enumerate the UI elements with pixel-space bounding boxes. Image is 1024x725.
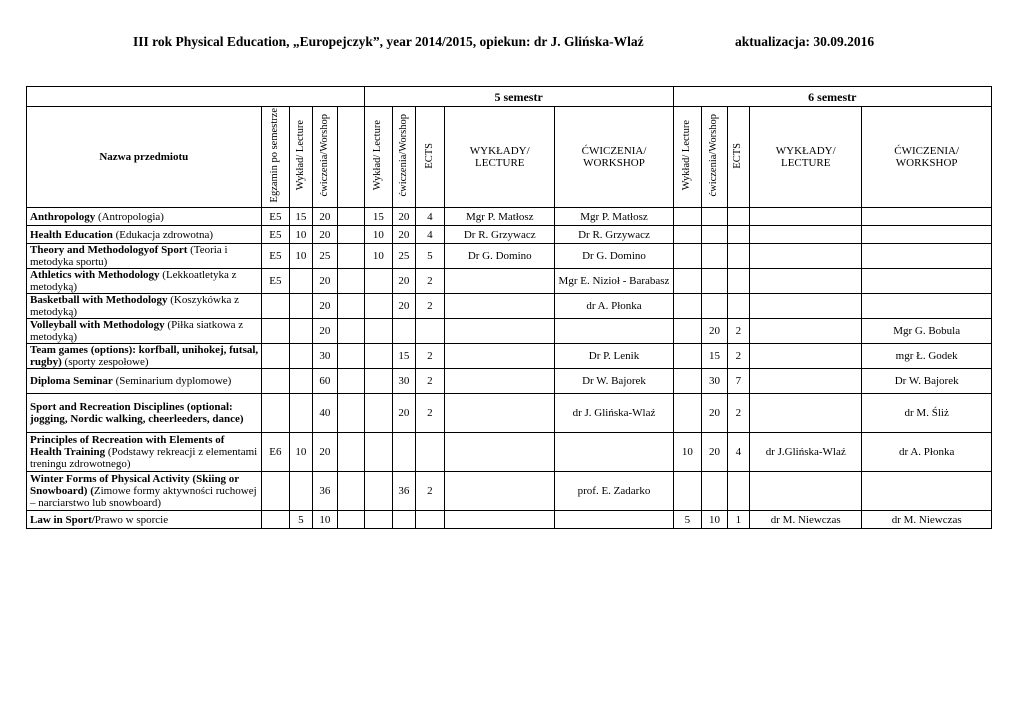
curriculum-table	[26, 86, 992, 529]
blank-header-cell	[27, 87, 365, 107]
subject-name-cell	[27, 344, 262, 369]
sem5-lecturers-header: WYKŁADY/ LECTURE	[445, 107, 555, 208]
cell-tw: 25	[312, 244, 338, 269]
cell-e5: 4	[415, 226, 445, 244]
cell-wt6	[862, 294, 992, 319]
cell-wt6	[862, 269, 992, 294]
table-row	[27, 394, 992, 433]
total-lecture-header: Wykład/ Lecture	[290, 107, 312, 208]
cell-tw: 20	[312, 208, 338, 226]
header-row-semesters	[27, 87, 992, 107]
table-row	[27, 244, 992, 269]
cell-exam: E5	[261, 208, 290, 226]
sem6-lecture-header: Wykład/ Lecture	[673, 107, 702, 208]
empty-cell	[338, 226, 365, 244]
cell-w6: 20	[702, 394, 728, 433]
sem6-lecturers-header: WYKŁADY/ LECTURE	[750, 107, 862, 208]
cell-wt6	[862, 472, 992, 511]
cell-tl	[290, 294, 312, 319]
cell-wt5: Dr R. Grzywacz	[555, 226, 673, 244]
cell-tw: 20	[312, 294, 338, 319]
cell-lt5: Dr R. Grzywacz	[445, 226, 555, 244]
cell-tw: 20	[312, 433, 338, 472]
cell-wt5: prof. E. Zadarko	[555, 472, 673, 511]
cell-e6	[727, 294, 749, 319]
cell-w6: 20	[702, 319, 728, 344]
cell-exam: E5	[261, 226, 290, 244]
table-row	[27, 433, 992, 472]
subject-name-pl: (Teoria i metodyka sportu)	[30, 244, 228, 268]
cell-l5: 10	[364, 244, 393, 269]
subject-name-header: Nazwa przedmiotu	[27, 107, 262, 208]
cell-tl: 5	[290, 511, 312, 529]
cell-wt5	[555, 319, 673, 344]
cell-l5	[364, 511, 393, 529]
subject-name-cell	[27, 511, 262, 529]
empty-cell	[338, 344, 365, 369]
table-row	[27, 511, 992, 529]
empty-cell	[338, 369, 365, 394]
empty-cell	[338, 319, 365, 344]
cell-w5	[393, 319, 415, 344]
cell-lt6: dr M. Niewczas	[750, 511, 862, 529]
subject-name-en: Health Education	[30, 228, 113, 241]
cell-tw: 60	[312, 369, 338, 394]
subject-name-cell	[27, 369, 262, 394]
cell-l6	[673, 208, 702, 226]
subject-name-en: Volleyball with Methodology	[30, 319, 165, 331]
cell-exam: E5	[261, 244, 290, 269]
empty-cell	[338, 208, 365, 226]
cell-lt6	[750, 244, 862, 269]
subject-name-en: Basketball with Methodology	[30, 294, 168, 306]
document-title: III rok Physical Education, „Europejczyk”, year 2014/2015, opiekun: dr J. Glińska-Wlaź	[133, 34, 644, 49]
cell-e6: 2	[727, 319, 749, 344]
table-body	[27, 208, 992, 529]
cell-wt5	[555, 433, 673, 472]
cell-tl	[290, 344, 312, 369]
cell-l5: 15	[364, 208, 393, 226]
subject-name-en: Team games (options): korfball, unihokej, futsal, rugby)	[30, 344, 259, 368]
subject-name-pl: Prawo w sporcie	[94, 513, 169, 526]
cell-wt6: dr M. Niewczas	[862, 511, 992, 529]
cell-e6: 2	[727, 394, 749, 433]
cell-tw: 40	[312, 394, 338, 433]
subject-name-pl: (Lekkoatletyka z metodyką)	[30, 269, 237, 293]
cell-exam	[261, 344, 290, 369]
cell-lt5	[445, 294, 555, 319]
cell-lt5	[445, 394, 555, 433]
cell-e5: 2	[415, 472, 445, 511]
cell-tl	[290, 269, 312, 294]
subject-name-pl: (Seminarium dyplomowe)	[112, 375, 232, 387]
cell-wt6: Dr W. Bajorek	[862, 369, 992, 394]
cell-e5	[415, 319, 445, 344]
subject-name-cell	[27, 294, 262, 319]
subject-name-cell	[27, 472, 262, 511]
cell-e6: 1	[727, 511, 749, 529]
cell-lt6	[750, 294, 862, 319]
cell-e5: 4	[415, 208, 445, 226]
table-row	[27, 344, 992, 369]
cell-tw: 20	[312, 226, 338, 244]
cell-l6	[673, 472, 702, 511]
subject-name-pl: (Antropologia)	[95, 210, 164, 223]
cell-w6	[702, 244, 728, 269]
cell-lt5	[445, 269, 555, 294]
cell-exam	[261, 511, 290, 529]
cell-wt6	[862, 226, 992, 244]
cell-wt6: dr M. Śliż	[862, 394, 992, 433]
cell-w5: 20	[393, 208, 415, 226]
cell-e5: 2	[415, 394, 445, 433]
cell-wt6	[862, 244, 992, 269]
subject-name-pl: (Koszykówka z metodyką)	[30, 294, 239, 318]
cell-tl	[290, 369, 312, 394]
subject-name-cell	[27, 433, 262, 472]
subject-name-pl: (Piłka siatkowa z metodyką)	[30, 319, 244, 343]
cell-w6	[702, 208, 728, 226]
cell-l6	[673, 319, 702, 344]
subject-name-pl: (sporty zespołowe)	[61, 356, 149, 368]
cell-w6: 20	[702, 433, 728, 472]
cell-w6	[702, 226, 728, 244]
document-header	[0, 34, 1024, 54]
subject-name-cell	[27, 226, 262, 244]
cell-l5	[364, 344, 393, 369]
cell-wt5: dr A. Płonka	[555, 294, 673, 319]
subject-name-cell	[27, 394, 262, 433]
cell-exam	[261, 472, 290, 511]
empty-cell	[338, 511, 365, 529]
cell-exam	[261, 319, 290, 344]
sem5-workshop-header: ćwiczenia/Worshop	[393, 107, 415, 208]
cell-lt6	[750, 269, 862, 294]
subject-name-cell	[27, 208, 262, 226]
cell-e5: 2	[415, 269, 445, 294]
cell-w5: 25	[393, 244, 415, 269]
cell-l5	[364, 269, 393, 294]
cell-exam: E6	[261, 433, 290, 472]
empty-cell	[338, 244, 365, 269]
subject-name-pl: (Podstawy rekreacji z elementami treningu zdrowotnego)	[30, 446, 258, 470]
cell-e6	[727, 472, 749, 511]
table-row	[27, 226, 992, 244]
cell-tl	[290, 394, 312, 433]
cell-wt6: Mgr G. Bobula	[862, 319, 992, 344]
cell-w6	[702, 472, 728, 511]
cell-lt5: Dr G. Domino	[445, 244, 555, 269]
subject-name-pl: Zimowe formy aktywności ruchowej – narciarstwo lub snowboard)	[30, 485, 257, 509]
cell-lt5: Mgr P. Matłosz	[445, 208, 555, 226]
cell-tw: 10	[312, 511, 338, 529]
cell-e6	[727, 244, 749, 269]
cell-e6: 7	[727, 369, 749, 394]
cell-tw: 30	[312, 344, 338, 369]
subject-name-en: Principles of Recreation with Elements of Health Training	[30, 434, 225, 458]
cell-e6: 2	[727, 344, 749, 369]
cell-wt5	[555, 511, 673, 529]
subject-name-en: Winter Forms of Physical Activity (Skiing or Snowboard) (	[30, 473, 239, 497]
subject-name-pl: (Edukacja zdrowotna)	[112, 228, 214, 241]
cell-lt5	[445, 319, 555, 344]
cell-w6: 15	[702, 344, 728, 369]
sem6-workshop-staff-header: ĆWICZENIA/ WORKSHOP	[862, 107, 992, 208]
subject-name-en: Anthropology	[30, 210, 96, 223]
cell-w5	[393, 433, 415, 472]
total-workshop-header: ćwiczenia/Worshop	[312, 107, 338, 208]
cell-l5: 10	[364, 226, 393, 244]
cell-e5: 2	[415, 294, 445, 319]
sem6-ects-header: ECTS	[727, 107, 749, 208]
cell-e5	[415, 433, 445, 472]
cell-exam	[261, 394, 290, 433]
cell-tw: 20	[312, 269, 338, 294]
empty-header-cell	[338, 107, 365, 208]
cell-lt5	[445, 369, 555, 394]
empty-cell	[338, 433, 365, 472]
subject-name-cell	[27, 319, 262, 344]
cell-lt6	[750, 226, 862, 244]
empty-cell	[338, 294, 365, 319]
sem5-workshop-staff-header: ĆWICZENIA/ WORKSHOP	[555, 107, 673, 208]
semester-5-header: 5 semestr	[364, 87, 673, 107]
cell-lt6: dr J.Glińska-Wlaź	[750, 433, 862, 472]
cell-tl: 10	[290, 433, 312, 472]
cell-l6	[673, 226, 702, 244]
cell-tl	[290, 319, 312, 344]
update-date: aktualizacja: 30.09.2016	[735, 34, 875, 49]
cell-e6	[727, 269, 749, 294]
cell-e5: 2	[415, 344, 445, 369]
cell-l5	[364, 472, 393, 511]
cell-e5: 5	[415, 244, 445, 269]
cell-l5	[364, 294, 393, 319]
cell-lt6	[750, 344, 862, 369]
cell-tw: 36	[312, 472, 338, 511]
empty-cell	[338, 394, 365, 433]
subject-name-en: Diploma Seminar	[30, 375, 113, 387]
cell-tl: 10	[290, 244, 312, 269]
cell-tl: 15	[290, 208, 312, 226]
cell-e6	[727, 226, 749, 244]
table-row	[27, 208, 992, 226]
cell-w5: 20	[393, 394, 415, 433]
cell-wt6: dr A. Płonka	[862, 433, 992, 472]
subject-name-en: Law in Sport/	[30, 513, 95, 526]
cell-lt6	[750, 472, 862, 511]
subject-name-en: Sport and Recreation Disciplines (optional: jogging, Nordic walking, cheerleeders, dance)	[30, 401, 244, 425]
cell-l5	[364, 394, 393, 433]
cell-l6	[673, 369, 702, 394]
cell-lt6	[750, 369, 862, 394]
cell-lt6	[750, 319, 862, 344]
cell-e5	[415, 511, 445, 529]
cell-l5	[364, 319, 393, 344]
cell-e6	[727, 208, 749, 226]
cell-w6	[702, 294, 728, 319]
cell-lt5	[445, 344, 555, 369]
cell-w5: 30	[393, 369, 415, 394]
cell-w5: 20	[393, 294, 415, 319]
cell-tl	[290, 472, 312, 511]
sem5-lecture-header: Wykład/ Lecture	[364, 107, 393, 208]
table-row	[27, 472, 992, 511]
table-row	[27, 269, 992, 294]
cell-w6: 10	[702, 511, 728, 529]
cell-w6: 30	[702, 369, 728, 394]
cell-w5: 20	[393, 269, 415, 294]
cell-lt6	[750, 208, 862, 226]
table-row	[27, 294, 992, 319]
cell-l6	[673, 294, 702, 319]
cell-l6	[673, 394, 702, 433]
cell-wt5: dr J. Glińska-Wlaź	[555, 394, 673, 433]
cell-wt5: Mgr E. Nizioł - Barabasz	[555, 269, 673, 294]
sem6-workshop-header: ćwiczenia/Worshop	[702, 107, 728, 208]
empty-cell	[338, 269, 365, 294]
cell-wt5: Mgr P. Matłosz	[555, 208, 673, 226]
cell-e6: 4	[727, 433, 749, 472]
table-row	[27, 369, 992, 394]
cell-wt5: Dr W. Bajorek	[555, 369, 673, 394]
subject-name-en: Theory and Methodologyof Sport	[30, 244, 188, 256]
subject-name-cell	[27, 244, 262, 269]
cell-exam	[261, 294, 290, 319]
cell-l6	[673, 244, 702, 269]
subject-name-en: Athletics with Methodology	[30, 269, 160, 281]
cell-w5: 20	[393, 226, 415, 244]
cell-exam: E5	[261, 269, 290, 294]
table-row	[27, 319, 992, 344]
cell-l6: 5	[673, 511, 702, 529]
cell-lt5	[445, 511, 555, 529]
cell-w6	[702, 269, 728, 294]
cell-l5	[364, 433, 393, 472]
cell-lt6	[750, 394, 862, 433]
cell-l6	[673, 344, 702, 369]
exam-header: Egzamin po semestrze	[261, 107, 290, 208]
cell-l5	[364, 369, 393, 394]
cell-tw: 20	[312, 319, 338, 344]
subject-name-cell	[27, 269, 262, 294]
cell-l6	[673, 269, 702, 294]
cell-tl: 10	[290, 226, 312, 244]
cell-exam	[261, 369, 290, 394]
cell-l6: 10	[673, 433, 702, 472]
cell-w5: 15	[393, 344, 415, 369]
sem5-ects-header: ECTS	[415, 107, 445, 208]
cell-lt5	[445, 433, 555, 472]
cell-wt6: mgr Ł. Godek	[862, 344, 992, 369]
cell-wt5: Dr G. Domino	[555, 244, 673, 269]
cell-lt5	[445, 472, 555, 511]
semester-6-header: 6 semestr	[673, 87, 991, 107]
cell-w5	[393, 511, 415, 529]
empty-cell	[338, 472, 365, 511]
cell-w5: 36	[393, 472, 415, 511]
cell-wt6	[862, 208, 992, 226]
cell-wt5: Dr P. Lenik	[555, 344, 673, 369]
header-row-columns	[27, 107, 992, 208]
cell-e5: 2	[415, 369, 445, 394]
